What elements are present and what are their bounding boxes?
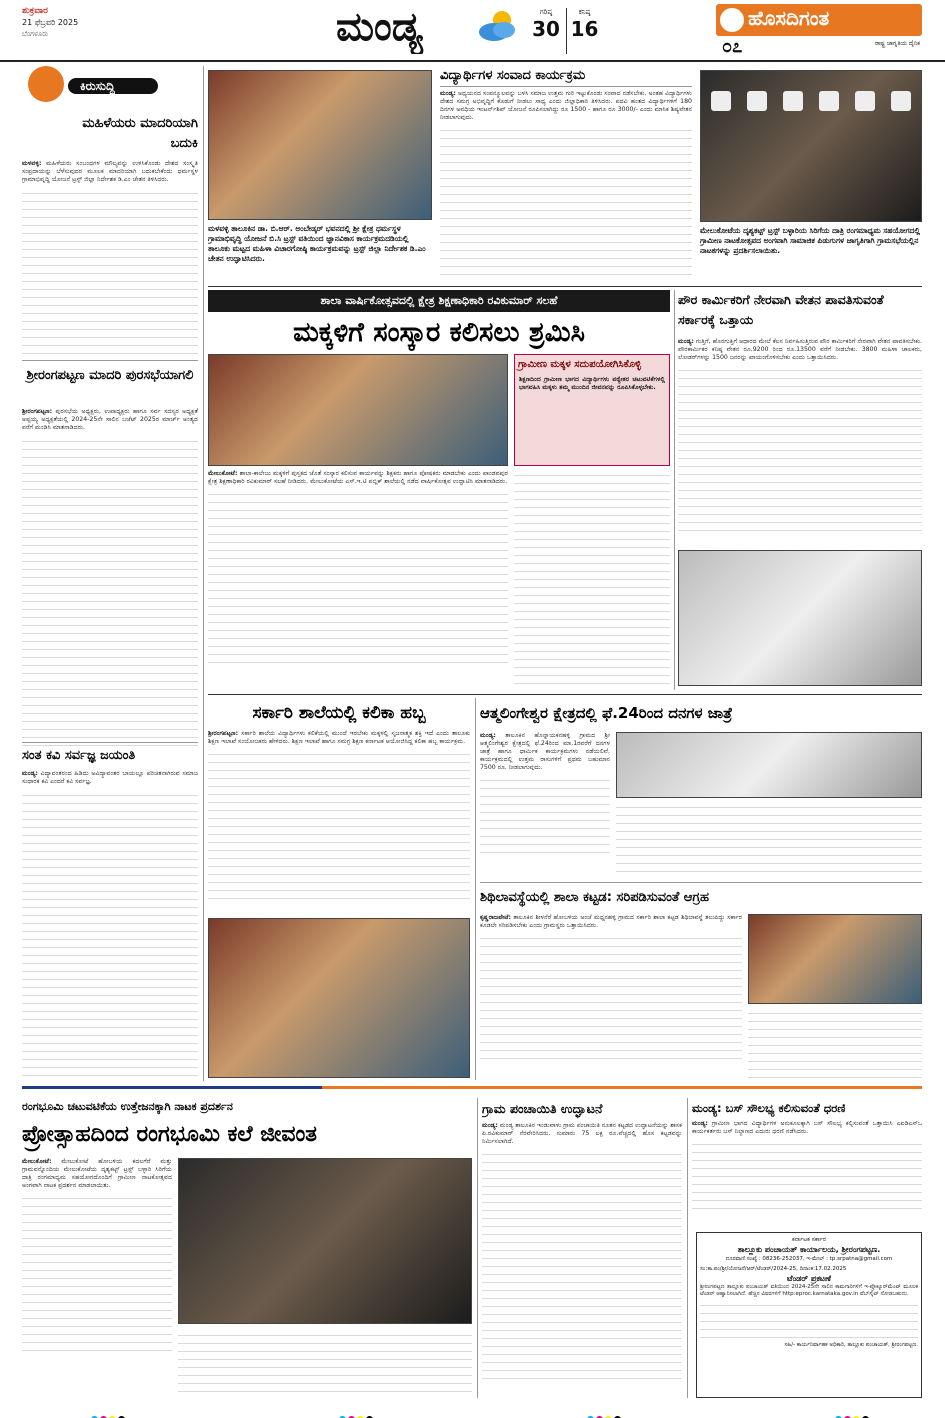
tender-notice bbox=[696, 1232, 922, 1398]
logo-emblem-icon bbox=[720, 8, 744, 32]
kirusuddi-banner bbox=[22, 66, 198, 106]
story-bus-body: ಮಂಡ್ಯ: ಗ್ರಾಮೀಣ ಭಾಗದ ವಿದ್ಯಾರ್ಥಿಗಳ ಅನುಕೂಲಕ್ಕಾಗಿ ಬಸ್ ಸೌಲಭ್ಯ ಕಲ್ಪಿಸುವಂತೆ ಒತ್ತಾಯಿಸಿ ಎಐಡಿಎಸ್‌ಒ ಕಾರ್ಯಕರ್ತರು ಬಸ್ ನಿಲ್ದಾಣದ ಎದುರು ಧರಣಿ ನಡೆಸಿದರು. bbox=[692, 1120, 922, 1209]
brief-3-body: ಮಂಡ್ಯ: ವಿದ್ಯಾವಂತರಂದ ಹಿಡಿದು ಅವಿದ್ಯಾವಂತರ ಬಾಯಲ್ಲೂ ಪರಿಚಿತನಾಗಿರುವ ಸಮಾಜ ಸುಧಾರಕ ಕವಿ ಎಂದರೆ ಕವಿ ಸರ್ವಜ್ಞ. bbox=[22, 770, 198, 1080]
photo-shala-protest bbox=[748, 914, 922, 1004]
story-bus-title: ಮಂಡ್ಯ: ಬಸ್ ಸೌಲಭ್ಯ ಕಲಿಸುವಂತೆ ಧರಣಿ bbox=[692, 1101, 846, 1115]
story-panchayati-title: ಗ್ರಾಮ ಪಂಚಾಯಿತಿ ಉದ್ಘಾಟನೆ bbox=[482, 1101, 603, 1116]
story-pourakarmika-title: ಪೌರ ಕಾರ್ಮಿಕರಿಗೆ ನೇರವಾಗಿ ವೇತನ ಪಾವತಿಸುವಂತೆ ಸರ್ಕಾರಕ್ಕೆ ಒತ್ತಾಯ bbox=[678, 292, 884, 327]
photo-nataka bbox=[700, 70, 922, 222]
story-jatre bbox=[480, 698, 922, 878]
tender-notice-title: ಟೆಂಡರ್ ಪ್ರಕಟಣೆ bbox=[787, 1274, 831, 1283]
tender-header: ಕರ್ನಾಟಕ ಸರ್ಕಾರ bbox=[791, 1236, 827, 1243]
photo-kalika-habba bbox=[208, 918, 470, 1078]
paper-name: ಹೊಸದಿಗಂತ bbox=[748, 6, 830, 30]
story-panchayati-body: ಮಂಡ್ಯ: ಮಂಡ್ಯ ತಾಲೂಕಿನ ಇಂಡುವಾಳು ಗ್ರಾಮ ಪಂಚಾಯಿತಿ ನೂತನ ಕಟ್ಟಡದ ಉದ್ಘಾಟನೆಯನ್ನು ಶಾಸಕ ಪಿ.ರವಿಕುಮಾರ್ ನೆರವೇರಿಸಿದರು. ಸುಮಾರು 75 ಲಕ್ಷ ರೂ.ವೆಚ್ಚದಲ್ಲಿ ಹೊಸ ಕಟ್ಟಡವನ್ನು ನಿರ್ಮಿಸಲಾಗಿದೆ. bbox=[482, 1122, 682, 1396]
story-rangabhoomi-title: ಪ್ರೋತ್ಸಾಹದಿಂದ ರಂಗಭೂಮಿ ಕಲೆ ಜೀವಂತ bbox=[22, 1122, 317, 1147]
brief-1-body: ಮಳವಳ್ಳಿ: ಮಹಿಳೆಯರು ಸಂಬಂಧಗಳ ಮೌಲ್ಯವನ್ನು ಉಳಿಸಿಕೊಂಡು ದೇಶದ ಸಂಸ್ಕೃತಿ ಸಂಪ್ರದಾಯನ್ನು ಬೆಳೆಸುವುದರ ಮೂಲಕ ಮಾದರಿಯಾಗಿ ಬದುಕಬೇಕೆಂದು ಧರ್ಮಸ್ಥಳ ಗ್ರಾಮಾಭಿವೃದ್ಧಿ ಯೋಜನೆ ಟ್ರಸ್ಟ್ ಜಿಲ್ಲಾ ನಿರ್ದೇಶಕ ಡಿ.ಎಂ ಚೇತನ ತಿಳಿಸಿದರು. bbox=[22, 160, 198, 360]
page-number: ೦೭ bbox=[722, 36, 743, 57]
date-label: 21 ಫೆಬ್ರವರಿ 2025 bbox=[22, 18, 79, 27]
photo-rangabhoomi bbox=[178, 1158, 472, 1324]
lead-sidebar-body: ಶಿಕ್ಷಣದಿಂದ ಗ್ರಾಮೀಣ ಭಾಗದ ವಿದ್ಯಾರ್ಥಿಗಳು ಪಠ್ಯೇತರ ಚಟುವಟಿಕೆಗಳಲ್ಲಿ ಭಾಗವಹಿಸಿ ಮಕ್ಕಳು ತಮ್ಮ ಮುಂದಿನ ಜೀವನವನ್ನು ರೂಪಿಸಿಕೊಳ್ಳಬೇಕು. bbox=[519, 376, 665, 391]
story-kalika-title: ಸರ್ಕಾರಿ ಶಾಲೆಯಲ್ಲಿ ಕಲಿಕಾ ಹಬ್ಬ bbox=[252, 703, 426, 723]
story-bus bbox=[692, 1098, 922, 1226]
section-divider bbox=[22, 1086, 922, 1092]
kirusuddi-label: ಕಿರುಸುದ್ದಿ bbox=[80, 79, 115, 93]
story-shala bbox=[480, 886, 922, 1080]
masthead bbox=[0, 0, 945, 62]
tender-signoff: ಸಹಿ/- ಕಾರ್ಯನಿರ್ವಾಹಕ ಅಧಿಕಾರಿ, ತಾಲ್ಲೂಕು ಪಂಚಾಯತ್, ಶ್ರೀರಂಗಪಟ್ಟಣ. bbox=[784, 1342, 918, 1348]
photo-1-caption: ಮಳವಳ್ಳಿ ತಾಲೂಕಿನ ಡಾ. ಬಿ.ಆರ್. ಅಂಬೇಡ್ಕರ್ ಭವನದಲ್ಲಿ ಶ್ರೀ ಕ್ಷೇತ್ರ ಧರ್ಮಸ್ಥಳ ಗ್ರಾಮಾಭಿವೃದ್ಧಿ ಯೋಜನೆ ಬಿ.ಸಿ ಟ್ರಸ್ಟ್ ವತಿಯಿಂದ ಜ್ಞಾನವಿಕಾಸ ಕಾರ್ಯಕ್ರಮದಡಿಯಲ್ಲಿ ತಾಲೂಕು ಮಟ್ಟದ ಮಹಿಳಾ ವಿಚಾರಗೋಷ್ಠಿ ಕಾರ್ಯಕ್ರಮವನ್ನು ಟ್ರಸ್ಟ್ ಜಿಲ್ಲಾ ನಿರ್ದೇಶಕ ಡಿ.ಎಂ ಚೇತನ ಉದ್ಘಾಟಿಸಿದರು. bbox=[208, 224, 426, 263]
story-panchayati bbox=[482, 1098, 682, 1398]
min-temp: ಕನಿಷ್ಠ 16 bbox=[566, 8, 602, 54]
weather-icon bbox=[476, 8, 520, 44]
lead-headline: ಮಕ್ಕಳಿಗೆ ಸಂಸ್ಕಾರ ಕಲಿಸಲು ಶ್ರಮಿಸಿ bbox=[293, 317, 585, 348]
edition-label: ಬೆಂಗಳೂರು bbox=[22, 30, 49, 38]
photo-jatre-meet bbox=[616, 732, 922, 798]
story-samvada-title: ವಿದ್ಯಾರ್ಥಿಗಳ ಸಂವಾದ ಕಾರ್ಯಕ್ರಮ bbox=[440, 66, 692, 87]
megaphone-icon bbox=[28, 66, 64, 102]
story-pourakarmika bbox=[678, 290, 922, 690]
print-registration-marks bbox=[90, 1408, 870, 1418]
story-pourakarmika-body: ಮಂಡ್ಯ: ಗುತ್ತಿಗೆ, ಹೊರಗುತ್ತಿಗೆ ಆಧಾರದ ಮೇಲೆ ಕೆಲಸ ನಿರ್ವಹಿಸುತ್ತಿರುವ ಪೌರ ಕಾರ್ಮಿಕರಿಗೆ ನೇರವಾಗಿ ವೇತನ ಪಾವತಿಸಬೇಕು. ಪೌರಕಾರ್ಮಿಕರ ಕನಿಷ್ಠ ವೇತನ ರೂ.9200 ರಿಂದ ರೂ.13500 ವರೆಗೆ ನೀಡಬೇಕು. 3800 ಮಹಿಳಾ ಚಾಲಕರು, ಲೋಡರ್‌ಗಳನ್ನು 1500 ಜನರನ್ನು ಖಾಯಂಗೊಳಿಸಬೇಕು ಎಂದು ಒತ್ತಾಯಿಸಿದರು. bbox=[678, 338, 922, 538]
story-rangabhoomi-body: ಮೇಲುಕೋಟೆ: ಮೇಲುಕೋಟೆ ಹೋಬಳಿಯ ಕದಲಗೆರೆ ಮತ್ತು ಗ್ರಾಮವನ್ನೊಂದಿಯ ಮೇಲುಕೋಟೆಯ ದೃಶ್ಯಕಟ್ಟ್ ಟ್ರಸ್ಟ್ ಬಳ್ಳಾರಿ ಸಿರಿಗೆಯ ದಾತ್ರಿ ರಂಗಮಾಧ್ಯಮ ಸಹಯೋಗದೊಂದಿಗೆ ಗ್ರಾಮೀಣ ನಾಟಕೋತ್ಸವದ ಅಂಗವಾಗಿ ನಾಟಕ ಪ್ರದರ್ಶನ ಮಾಡಲಾಯಿತು. bbox=[22, 1158, 172, 1396]
day-label: ಶುಕ್ರವಾರ bbox=[22, 6, 48, 16]
photo-press-meet bbox=[678, 550, 922, 686]
lead-story bbox=[208, 290, 670, 690]
brief-2-body: ಶ್ರೀರಂಗಪಟ್ಟಣ: ಪುರಸಭೆಯ ಅಧ್ಯಕ್ಷರು, ಉಪಾಧ್ಯಕ್ಷರು ಹಾಗೂ ಸರ್ವ ಸದಸ್ಯರ ಅಧ್ಯಕ್ಷತೆ ಅಪ್ಪಯ್ಯ ಅಧ್ಯಕ್ಷತೆಯಲ್ಲಿ 2024-25ನೇ ಸಾಲಿನ ಬಜೆಟ್ 2025ರ ಮಾರ್ಚ್ ಅಂತ್ಯದ ವರೆಗೆ ಮಂಡಿಸಿ ಮಾತನಾಡಿದರು. bbox=[22, 408, 198, 748]
story-rangabhoomi-kicker: ರಂಗಭೂಮಿ ಚಟುವಟಿಕೆಯ ಉತ್ತೇಜನಕ್ಕಾಗಿ ನಾಟಕ ಪ್ರದರ್ಶನ bbox=[22, 1100, 233, 1113]
paper-logo bbox=[716, 4, 922, 36]
photo-2-caption: ಮೇಲುಕೋಟೆಯ ದೃಶ್ಯಕಟ್ಟ್ ಟ್ರಸ್ಟ್ ಬಳ್ಳಾರಿಯ ಸಿರಿಗೆಯ ದಾತ್ರಿ ರಂಗಮಾಧ್ಯಮ ಸಹಯೋಗದಲ್ಲಿ ಗ್ರಾಮೀಣ ನಾಟಕೋತ್ಸವದ ಅಂಗವಾಗಿ ಸಾಮಾಜಿಕ ಪಿಡುಗುಗಳ ಜಾಗೃತಿಗಾಗಿ ಗ್ರಾಮಸಭೆಯಲ್ಲಿನ ನಾಟಕಗಳನ್ನು ಪ್ರದರ್ಶಿಸಲಾಯಿತು. bbox=[700, 226, 921, 255]
story-shala-title: ಶಿಥಿಲಾವಸ್ಥೆಯಲ್ಲಿ ಶಾಲಾ ಕಟ್ಟಡ: ಸರಿಪಡಿಸುವಂತೆ ಆಗ್ರಹ bbox=[480, 890, 709, 905]
story-samvada bbox=[440, 66, 692, 284]
story-shala-body-cont bbox=[748, 1008, 922, 1078]
lead-body: ಮೇಲುಕೋಟೆ: ಶಾಲಾ-ಕಾಲೇಜು ಮಕ್ಕಳಿಗೆ ಪುಸ್ತಕದ ಜೊತೆ ಸಂಸ್ಕಾರ ಕಲಿಸುವ ಕಾರ್ಯವನ್ನು ಶಿಕ್ಷಕರು ಹಾಗೂ ಪೋಷಕರು ಮಾಡಬೇಕು ಎಂದು ಪಾಂಡವಪುರ ಕ್ಷೇತ್ರ ಶಿಕ್ಷಣಾಧಿಕಾರಿ ರವಿಕುಮಾರ್ ಸಲಹೆ ನೀಡಿದರು. ಮೇಲುಕೋಟೆಯ ಎಸ್.ಇ.ಟಿ ಪಬ್ಲಿಕ್ ಶಾಲೆಯಲ್ಲಿ ನಡೆದ ವಾರ್ಷಿಕೋತ್ಸವ ಉದ್ಘಾಟಿಸಿ ಮಾತನಾಡಿದರು. bbox=[208, 470, 508, 688]
tender-phone: ದೂರವಾಣಿ ಸಂಖ್ಯೆ : 08236-252037, ಇ-ಮೇಲ್ : tp.srpatna@gmail.com bbox=[725, 1256, 893, 1262]
tender-body: ಶ್ರೀರಂಗಪಟ್ಟಣ ತಾಲ್ಲೂಕು ಪಂಚಾಯತ್ ವತಿಯಿಂದ 2024-25ನೇ ಸಾಲಿನ ಕಾಮಗಾರಿಗಳಿಗೆ ಇ-ಪ್ರೊಕ್ಯೂರ್‌ಮೆಂಟ್ ಮೂಲಕ ಟೆಂಡರ್ ಆಹ್ವಾನಿಸಲಾಗಿದೆ. ಹೆಚ್ಚಿನ ವಿವರಗಳಿಗೆ http:eproc.karnataka.gov.in ವೆಬ್‌ಸೈಟ್ ನೋಡಬಹುದು. bbox=[700, 1284, 918, 1297]
lead-sidebar-title: ಗ್ರಾಮೀಣ ಮಕ್ಕಳ ಸದುಪಯೋಗಿಸಿಕೊಳ್ಳಿ bbox=[518, 359, 642, 370]
city-title: ಮಂಡ್ಯ bbox=[336, 4, 423, 50]
story-kalika-body: ಶ್ರೀರಂಗಪಟ್ಟಣ: ಸರ್ಕಾರಿ ಶಾಲೆಯ ವಿದ್ಯಾರ್ಥಿಗಳು ಕಲಿಕೆಯಲ್ಲಿ ಮುಂದೆ ಇರಬೇಕು ಮಕ್ಕಳಲ್ಲಿ ಸೃಜನಾತ್ಮಕ ಶಕ್ತಿ ಇದೆ ಎಂದು ತಾಲೂಕು ಶಿಕ್ಷಣ ಇಲಾಖೆ ಸಂಯೋಜಕರು ಹೇಳಿದರು. ಶಿಕ್ಷಣ ಇಲಾಖೆ ಹಾಗೂ ಸಮಗ್ರ ಶಿಕ್ಷಣ ಕರ್ನಾಟಕ ಆಯೋಜಿಸಿದ್ದ ಕಲಿಕಾ ಹಬ್ಬ ಕಾರ್ಯಕ್ರಮ. bbox=[208, 730, 470, 910]
brief-3-title: ಸಂತ ಕವಿ ಸರ್ವಜ್ಞ ಜಯಂತಿ bbox=[22, 748, 136, 763]
tender-ref: ಸಂ:ತಾ.ಪಂ/ಶ್ರೀ/ಯೋಜನೆ/ಆರ್/ಟೆಂಡರ್/2024-25, ದಿನಾಂಕ:17.02.2025 bbox=[700, 1266, 847, 1272]
brief-1-title: ಮಹಿಳೆಯರು ಮಾದರಿಯಾಗಿ ಬದುಕಿ bbox=[82, 116, 198, 151]
story-jatre-body-cont bbox=[616, 802, 922, 876]
lead-body-col3 bbox=[514, 470, 670, 688]
lead-sidebar-box bbox=[514, 354, 670, 466]
photo-mahila-program bbox=[208, 70, 432, 220]
lead-kicker: ಶಾಲಾ ವಾರ್ಷಿಕೋತ್ಸವದಲ್ಲಿ ಕ್ಷೇತ್ರ ಶಿಕ್ಷಣಾಧಿಕಾರಿ ರವಿಕುಮಾರ್ ಸಲಹೆ bbox=[208, 290, 670, 312]
photo-annual-day bbox=[208, 354, 508, 466]
story-shala-body: ಕೃಷ್ಣರಾಜಪೇಟೆ: ತಾಲೂಕಿನ ಶೀಳನೆರೆ ಹೋಬಳಿಯ ಅಂಚೆ ಮಧ್ದನಹಳ್ಳಿ ಗ್ರಾಮದ ಸರ್ಕಾರಿ ಶಾಲಾ ಕಟ್ಟಡ ಶಿಥಿಲಾವಸ್ಥೆ ತಲುಪಿದ್ದು ಸರ್ಕಾರ ಕೂಡಲೇ ಸರಿಪಡಿಸಬೇಕು ಎಂದು ಗ್ರಾಮಸ್ಥರು ಒತ್ತಾಯಿಸಿದರು. bbox=[480, 914, 742, 1078]
kirusuddi-column bbox=[22, 66, 198, 1081]
story-jatre-title: ಆತ್ಮಲಿಂಗೇಶ್ವರ ಕ್ಷೇತ್ರದಲ್ಲಿ ಫೆ.24ರಿಂದ ದನಗಳ ಜಾತ್ರೆ bbox=[480, 704, 733, 722]
story-rangabhoomi bbox=[22, 1098, 472, 1398]
story-rangabhoomi-body-cont bbox=[178, 1330, 472, 1396]
tender-office: ತಾಲ್ಲೂಕು ಪಂಚಾಯತ್ ಕಾರ್ಯಾಲಯ, ಶ್ರೀರಂಗಪಟ್ಟಣ. bbox=[737, 1245, 881, 1254]
story-samvada-body: ಮಂಡ್ಯ: ಅಧ್ಯಯನದ ಸಂಪನ್ಮೂಲವನ್ನು ಬಳಸಿ ಸಮಾಜ ಉತ್ತಮ ಗುರಿ ಇಟ್ಟುಕೊಂಡು ಸಂವಾದ ನಡೆಸಬೇಕು. ಅಂತಹ ವಿದ್ಯಾರ್ಥಿಗಳು ದೇಶದ ಸಮಗ್ರ ಅಭಿವೃದ್ಧಿಗೆ ಕೊಡುಗೆ ನೀಡಲು ಸಾಧ್ಯ ಎಂದು ಜಿಲ್ಲಾಧಿಕಾರಿ ತಿಳಿಸಿದರು. ಪದವಿ ಹಂತದ ವಿದ್ಯಾರ್ಥಿಗಳಿಗೆ 180 ದಿನಗಳ ಅವಧಿಯ ಇಂಟರ್ನ್‌ಶಿಪ್ ಯೋಜನೆ ರೂಪಿಸಲಾಗಿದ್ದು ರೂ 1500 - ಹಾಗೂ ರೂ 3000/- ಎಂದು ಮಾಸಿಕ ಶಿಷ್ಯವೇತನ ನೀಡಲಾಗುವುದು. bbox=[440, 90, 692, 275]
story-jatre-body: ಮಂಡ್ಯ: ತಾಲೂಕಿನ ಹೊನ್ನಾಯಕನಹಳ್ಳಿ ಗ್ರಾಮದ ಶ್ರೀ ಆತ್ಮಲಿಂಗೇಶ್ವರ ಕ್ಷೇತ್ರದಲ್ಲಿ ಫೆ.24ರಿಂದ ಮಾ.1ರವರೆಗೆ ದನಗಳ ಜಾತ್ರೆ ಹಾಗೂ ಧಾರ್ಮಿಕ ಕಾರ್ಯಕ್ರಮಗಳು ನಡೆಯಲಿವೆ. ಕಾರ್ಯಕ್ರಮದಲ್ಲಿ ಉತ್ತಮ ರಾಸುಗಳಿಗೆ ಪ್ರಥಮ ಬಹುಮಾನ 7500 ರೂ. ನೀಡಲಾಗುವುದು. bbox=[480, 732, 610, 876]
brief-2-title: ಶ್ರೀರಂಗಪಟ್ಟಣ ಮಾದರಿ ಪುರಸಭೆಯಾಗಲಿ bbox=[26, 368, 194, 383]
max-temp: ಗರಿಷ್ಠ 30 bbox=[532, 8, 560, 41]
tagline: ರಾಷ್ಟ್ರ ಜಾಗೃತಿಯ ದೈನಿಕ bbox=[874, 40, 920, 47]
story-kalika bbox=[208, 698, 470, 1080]
